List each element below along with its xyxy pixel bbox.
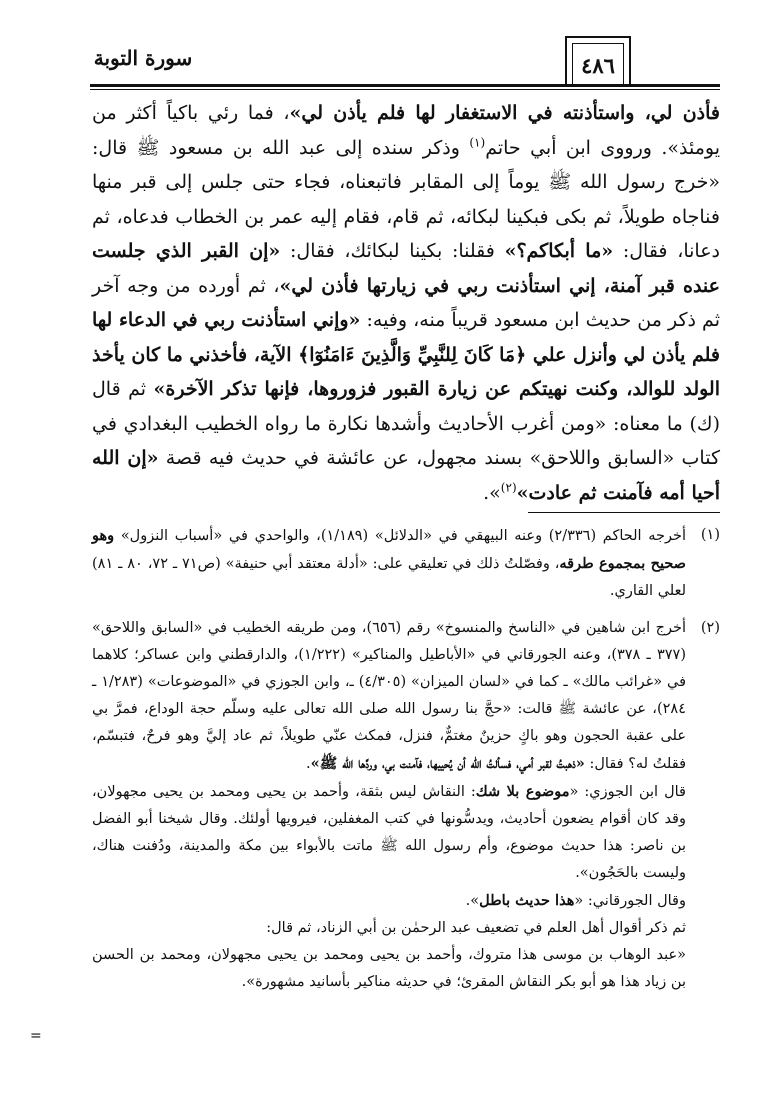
text-span: ». [483,481,501,504]
footnote-text [92,522,686,605]
bold-quote: الآية، فأخذني ما كان يأخذ الولد للوالد، وكنت نهيتكم عن زيارة القبور فزوروها، فإنها تذكر الآخرة» [92,343,720,400]
text-span: ، فما رئي باكياً أكثر من يومئذ». ورووى ابن أبي حاتم [92,102,720,159]
text-span: ، وفصّلتُ ذلك في تعليقي على: «أدلة معتقد أبي حنيفة» (ص٧١ ـ ٧٢، ٨٠ ـ ٨١) لعلي القاري. [92,556,686,599]
bold-quote: «إن القبر الذي جلست عنده قبر آمنة، إني استأذنت ربي في زيارتها فأذن لي» [92,240,720,297]
footnote-ref-2: (٢) [500,480,517,495]
text-span: ثم قال (ك) ما معناه: «ومن أغرب الأحاديث وأشدها نكارة ما رواه الخطيب البغدادي في كتاب «السابق واللاحق» بسند مجهول، عن عائشة في حديث فيه قصة [92,378,720,469]
text-span: فقلنا: بكينا لبكائك، فقال: [280,240,505,262]
main-paragraph [92,96,720,510]
spacer [92,605,720,615]
text-span: قال ابن الجوزي: « [569,784,686,800]
bold-text: وهو صحيح بمجموع طرقه [92,527,686,572]
footnote-paragraph: ثم ذكر أقوال أهل العلم في تضعيف عبد الرحمٰن بن أبي الزناد، ثم قال: [266,920,686,936]
footnotes [92,522,720,996]
bold-text: «ذهبتُ لقبر أمي، فسألتُ الله أن يُحييها، فآمنت بي، وردَّها الله ﷺ» [310,755,585,772]
page-number: ٤٨٦ [572,43,624,86]
text-span: : النقاش ليس بثقة، وأحمد بن يحيى ومحمد بن يحيى مجهولان، وقد كان أقوام يضعون أحاديث، ويدسُّونها في كتب المغفلين، فيرويها أولئك. وقال شيخنا أبو الفضل بن ناصر: هذا حديث موضوع، وأم رسول الله ﷺ ماتت بالأبواء بين مكة والمدينة، ودُفنت هناك، وليست بالحَجُون». [92,784,686,881]
header-rule-thin [90,89,720,90]
bold-quote: «وإني استأذنت ربي في الدعاء لها فلم يأذن لي وأنزل علي [92,309,720,366]
bold-text: موضوع بلا شك [475,783,570,800]
footnote-number: (١) [700,527,720,543]
header-rule [90,84,720,87]
bold-quote: «إن الله أحيا أمه فآمنت ثم عادت» [92,447,720,504]
footnote-separator [528,512,720,513]
bold-text: هذا حديث باطل [479,892,575,909]
footnote-text [92,615,686,778]
quran-verse: ﴿مَا كَانَ لِلنَّبِيِّ وَالَّذِينَ ءَامَنُوٓا﴾ [291,343,533,366]
text-span: أخرجه الحاكم (٢/٣٣٦) وعنه البيهقي في «الدلائل» (١/١٨٩)، والواحدي في «أسباب النزول» [114,528,686,544]
main-text [92,96,720,510]
text-span: ، ثم أورده من وجه آخر ثم ذكر من حديث ابن مسعود قريباً منه، وفيه: [92,274,720,331]
footnote-1 [92,522,720,605]
bold-quote: فأذن لي، واستأذنته في الاستغفار لها فلم يأذن لي» [289,102,721,124]
footnote-paragraph [92,778,720,887]
footnote-ref-1: (١) [469,135,486,150]
bold-quote: «ما أبكاكم؟» [504,240,614,262]
footnote-2 [92,615,720,778]
text-span: وقال الجورقاني: « [574,893,686,909]
page-number-frame [565,36,631,86]
text-span: . [306,756,311,772]
text-span: وذكر سنده إلى عبد الله بن مسعود ﷺ قال: «خرج رسول الله ﷺ يوماً إلى المقابر فاتبعناه، فجاء حتى جلس إلى قبر منها فناجاه طويلاً، ثم بكى فبكينا لبكائه، ثم قام، فقام إليه عمر بن الخطاب فدعاه، ثم دعانا، فقال: [92,136,720,262]
footnote-paragraph: «عبد الوهاب بن موسى هذا متروك، وأحمد بن يحيى ومحمد بن يحيى مجهولان، ومحمد بن الحسن بن زياد هذا هو أبو بكر النقاش المقرئ؛ في حديثه مناكير بأسانيد مشهورة». [92,947,686,990]
footnote-number: (٢) [700,620,720,636]
text-span: ». [465,893,480,909]
surah-title: سورة التوبة [93,46,193,70]
footnote-paragraph [92,887,720,915]
text-span: أخرج ابن شاهين في «الناسخ والمنسوخ» رقم (٦٥٦)، ومن طريقه الخطيب في «السابق واللاحق» (٣٧٧ ـ ٣٧٨)، وعنه الجورقاني في «الأباطيل والمناكير» (١/٢٢٢)، والدارقطني وابن عساكر؛ كلاهما في «غرائب مالك» ـ كما في «لسان الميزان» (٤/٣٠٥) ـ، وابن الجوزي في «الموضوعات» (١/٢٨٣ ـ ٢٨٤)، عن عائشة ﷺ قالت: «حجَّ بنا رسول الله صلى الله تعالى عليه وسلّم حجة الوداع، فمرَّ بي على عقبة الحجون وهو باكٍ حزينٌ مغتمٌّ، فنزل، فمكث عنّي طويلاً، ثم عاد إليَّ وهو فرحٌ، فتبسّم، فقلتُ له؟ فقال: [92,620,687,772]
continuation-mark: = [30,1028,42,1044]
